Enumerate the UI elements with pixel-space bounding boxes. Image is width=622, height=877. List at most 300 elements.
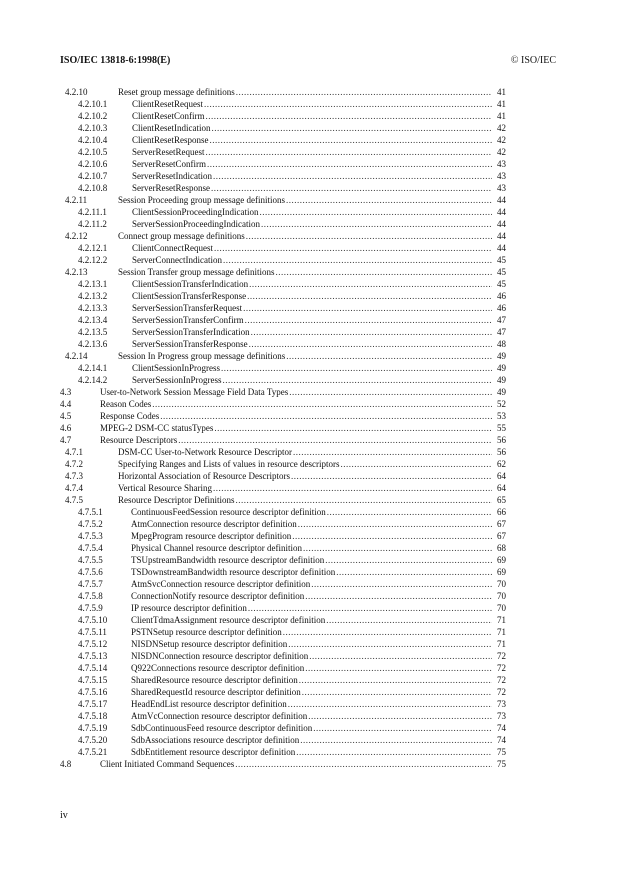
toc-entry-line	[100, 398, 506, 410]
toc-entry[interactable]	[60, 638, 506, 650]
toc-section-number: 4.7.5.20	[78, 735, 108, 745]
toc-section-title[interactable]: ClientResetConfirm	[132, 111, 205, 121]
toc-dot-leader	[206, 110, 493, 122]
toc-dot-leader	[311, 578, 492, 590]
toc-page-number[interactable]: 72	[497, 651, 506, 661]
toc-page-number[interactable]: 41	[497, 99, 506, 109]
toc-section-title[interactable]: ClientSessionTransferResponse	[132, 291, 247, 301]
toc-entry-line	[118, 266, 506, 278]
toc-entry[interactable]	[60, 710, 506, 722]
toc-section-title[interactable]: ClientResetIndication	[132, 123, 211, 133]
toc-entry-line	[100, 758, 506, 770]
toc-entry[interactable]	[60, 650, 506, 662]
toc-section-title[interactable]: ServerSessionTransferRequest	[132, 303, 243, 313]
toc-entry[interactable]	[60, 146, 506, 158]
toc-section-number: 4.7.5.19	[78, 723, 108, 733]
toc-section-number: 4.2.13.4	[78, 315, 108, 325]
toc-entry[interactable]	[60, 110, 506, 122]
toc-section-number: 4.3	[60, 387, 72, 397]
toc-dot-leader	[325, 554, 492, 566]
toc-page-number[interactable]: 44	[497, 231, 506, 241]
toc-section-number: 4.7	[60, 435, 72, 445]
toc-page-number[interactable]: 56	[497, 435, 506, 445]
toc-section-number: 4.2.11.2	[78, 219, 107, 229]
toc-entry[interactable]	[60, 602, 506, 614]
toc-entry-line	[132, 302, 506, 314]
toc-page-number[interactable]: 68	[497, 543, 506, 553]
toc-entry[interactable]	[60, 338, 506, 350]
toc-dot-leader	[286, 194, 492, 206]
toc-section-title[interactable]: HeadEndList resource descriptor definition	[131, 699, 287, 709]
toc-section-number: 4.2.10.3	[78, 123, 108, 133]
toc-page-number[interactable]: 52	[497, 399, 506, 409]
table-of-contents	[60, 86, 506, 770]
toc-page-number[interactable]: 49	[497, 375, 506, 385]
toc-page-number[interactable]: 41	[497, 111, 506, 121]
toc-entry[interactable]	[60, 722, 506, 734]
toc-section-number: 4.8	[60, 759, 72, 769]
toc-dot-leader	[298, 518, 492, 530]
toc-dot-leader	[259, 206, 492, 218]
toc-page-number[interactable]: 70	[497, 591, 506, 601]
toc-dot-leader	[223, 254, 492, 266]
toc-entry-line	[131, 542, 506, 554]
toc-section-title[interactable]: ClientTdmaAssignment resource descriptor definition	[131, 615, 326, 625]
toc-page-number[interactable]: 46	[497, 303, 506, 313]
toc-entry-line	[131, 686, 506, 698]
toc-dot-leader	[305, 662, 492, 674]
toc-section-title[interactable]: User-to-Network Session Message Field Data Types	[100, 387, 289, 397]
toc-entry[interactable]	[60, 86, 506, 98]
toc-section-number: 4.2.13	[65, 267, 88, 277]
toc-section-title[interactable]: ServerSessionInProgress	[132, 375, 222, 385]
toc-page-number[interactable]: 41	[497, 87, 506, 97]
toc-section-title[interactable]: SharedResource resource descriptor definition	[131, 675, 298, 685]
toc-section-number: 4.2.10.7	[78, 171, 108, 181]
toc-dot-leader	[152, 398, 492, 410]
toc-entry-line	[131, 530, 506, 542]
toc-entry-line	[132, 314, 506, 326]
toc-section-number: 4.2.10.4	[78, 135, 108, 145]
toc-dot-leader	[251, 326, 492, 338]
toc-entry-line	[132, 170, 506, 182]
toc-section-title[interactable]: AtmSvcConnection resource descriptor definition	[131, 579, 311, 589]
toc-entry[interactable]	[60, 158, 506, 170]
toc-section-number: 4.2.13.5	[78, 327, 108, 337]
toc-section-number: 4.7.4	[65, 483, 83, 493]
toc-entry[interactable]	[60, 278, 506, 290]
toc-entry-line	[118, 470, 506, 482]
toc-section-number: 4.2.13.3	[78, 303, 108, 313]
toc-page-number[interactable]: 43	[497, 183, 506, 193]
toc-dot-leader	[336, 566, 492, 578]
toc-page-number[interactable]: 42	[497, 147, 506, 157]
toc-section-number: 4.2.11	[65, 195, 88, 205]
toc-section-title[interactable]: ServerSessionTransferResponse	[132, 339, 248, 349]
toc-entry[interactable]	[60, 506, 506, 518]
toc-section-number: 4.7.5	[65, 495, 83, 505]
toc-entry[interactable]	[60, 758, 506, 770]
toc-section-title[interactable]: ContinuousFeedSession resource descriptor definition	[131, 507, 326, 517]
toc-entry[interactable]	[60, 734, 506, 746]
toc-entry-line	[100, 422, 506, 434]
toc-section-title[interactable]: Connect group message definitions	[118, 231, 245, 241]
toc-section-title[interactable]: Vertical Resource Sharing	[118, 483, 212, 493]
toc-section-title[interactable]: Specifying Ranges and Lists of values in resource descriptors	[118, 459, 340, 469]
toc-section-title[interactable]: Client Initiated Command Sequences	[100, 759, 235, 769]
toc-entry-line	[132, 242, 506, 254]
toc-section-title[interactable]: ServerResetConfirm	[132, 159, 206, 169]
toc-dot-leader	[296, 746, 492, 758]
toc-entry[interactable]	[60, 230, 506, 242]
toc-section-title[interactable]: SdbEntitlement resource descriptor definition	[131, 747, 296, 757]
toc-dot-leader	[249, 338, 492, 350]
toc-dot-leader	[288, 698, 492, 710]
toc-entry[interactable]	[60, 446, 506, 458]
toc-section-title[interactable]: SdbAssociations resource descriptor definition	[131, 735, 300, 745]
toc-section-title[interactable]: TSDownstreamBandwidth resource descriptor definition	[131, 567, 336, 577]
toc-section-title[interactable]: DSM-CC User-to-Network Resource Descriptor	[118, 447, 293, 457]
toc-section-number: 4.7.5.9	[78, 603, 103, 613]
toc-page-number[interactable]: 44	[497, 195, 506, 205]
toc-section-title[interactable]: ServerResetResponse	[132, 183, 210, 193]
toc-entry[interactable]	[60, 458, 506, 470]
toc-section-title[interactable]: Resource Descriptors	[100, 435, 178, 445]
toc-entry[interactable]	[60, 170, 506, 182]
toc-dot-leader	[223, 374, 493, 386]
toc-entry[interactable]	[60, 350, 506, 362]
toc-entry[interactable]	[60, 122, 506, 134]
toc-dot-leader	[178, 434, 492, 446]
toc-section-title[interactable]: AtmConnection resource descriptor definition	[131, 519, 297, 529]
toc-dot-leader	[292, 530, 492, 542]
toc-entry[interactable]	[60, 302, 506, 314]
toc-section-number: 4.7.5.1	[78, 507, 103, 517]
toc-entry[interactable]	[60, 422, 506, 434]
toc-entry-line	[132, 98, 506, 110]
toc-dot-leader	[249, 278, 492, 290]
toc-page-number[interactable]: 53	[497, 411, 506, 421]
toc-entry[interactable]	[60, 194, 506, 206]
toc-section-number: 4.7.5.10	[78, 615, 108, 625]
toc-entry-line	[118, 194, 506, 206]
toc-page-number[interactable]: 73	[497, 699, 506, 709]
toc-page-number[interactable]: 75	[497, 759, 506, 769]
toc-entry[interactable]	[60, 374, 506, 386]
toc-entry-line	[100, 386, 506, 398]
toc-page-number[interactable]: 42	[497, 123, 506, 133]
toc-page-number[interactable]: 49	[497, 363, 506, 373]
toc-entry[interactable]	[60, 626, 506, 638]
toc-section-title[interactable]: ServerConnectIndication	[132, 255, 222, 265]
toc-entry-line	[131, 710, 506, 722]
toc-dot-leader	[248, 602, 492, 614]
toc-section-number: 4.7.5.5	[78, 555, 103, 565]
toc-dot-leader	[160, 410, 492, 422]
toc-dot-leader	[340, 458, 492, 470]
toc-page-number[interactable]: 72	[497, 687, 506, 697]
toc-page-number[interactable]: 74	[497, 735, 506, 745]
toc-page-number[interactable]: 72	[497, 675, 506, 685]
toc-page-number[interactable]: 62	[497, 459, 506, 469]
copyright-notice: © ISO/IEC	[510, 55, 556, 66]
toc-entry[interactable]	[60, 218, 506, 230]
toc-entry-line	[132, 110, 506, 122]
toc-entry[interactable]	[60, 686, 506, 698]
toc-page-number[interactable]: 70	[497, 603, 506, 613]
toc-entry-line	[100, 434, 506, 446]
toc-dot-leader	[303, 542, 492, 554]
toc-dot-leader	[308, 710, 492, 722]
toc-section-title[interactable]: Session Transfer group message definitions	[118, 267, 275, 277]
toc-page-number[interactable]: 44	[497, 207, 506, 217]
toc-page-number[interactable]: 55	[497, 423, 506, 433]
toc-entry[interactable]	[60, 326, 506, 338]
toc-entry[interactable]	[60, 482, 506, 494]
toc-dot-leader	[236, 86, 492, 98]
toc-entry-line	[131, 590, 506, 602]
toc-section-title[interactable]: MPEG-2 DSM-CC statusTypes	[100, 423, 214, 433]
toc-entry-line	[131, 674, 506, 686]
toc-entry-line	[132, 338, 506, 350]
toc-section-number: 4.2.10.1	[78, 99, 108, 109]
toc-entry[interactable]	[60, 614, 506, 626]
toc-page-number[interactable]: 71	[497, 627, 506, 637]
toc-entry-line	[131, 650, 506, 662]
toc-dot-leader	[204, 98, 492, 110]
toc-section-title[interactable]: Session In Progress group message definitions	[118, 351, 286, 361]
toc-entry[interactable]	[60, 566, 506, 578]
toc-page-number[interactable]: 71	[497, 639, 506, 649]
toc-dot-leader	[300, 734, 492, 746]
toc-entry[interactable]	[60, 578, 506, 590]
toc-section-title[interactable]: Reset group message definitions	[118, 87, 235, 97]
toc-entry[interactable]	[60, 98, 506, 110]
toc-page-number[interactable]: 64	[497, 471, 506, 481]
toc-entry[interactable]	[60, 386, 506, 398]
toc-entry-line	[118, 86, 506, 98]
toc-section-title[interactable]: ServerResetIndication	[132, 171, 212, 181]
toc-entry[interactable]	[60, 266, 506, 278]
toc-page-number[interactable]: 71	[497, 615, 506, 625]
toc-page-number[interactable]: 69	[497, 567, 506, 577]
toc-entry[interactable]	[60, 362, 506, 374]
toc-dot-leader	[214, 422, 492, 434]
toc-entry-line	[118, 230, 506, 242]
toc-section-number: 4.7.5.15	[78, 675, 108, 685]
toc-entry-line	[131, 566, 506, 578]
toc-section-title[interactable]: ServerSessionTransferConfirm	[132, 315, 244, 325]
toc-entry[interactable]	[60, 254, 506, 266]
toc-page-number[interactable]: 56	[497, 447, 506, 457]
toc-page-number[interactable]: 65	[497, 495, 506, 505]
toc-section-title[interactable]: ServerSessionProceedingIndication	[132, 219, 260, 229]
toc-entry[interactable]	[60, 746, 506, 758]
toc-entry-line	[131, 518, 506, 530]
toc-entry[interactable]	[60, 518, 506, 530]
toc-section-number: 4.7.2	[65, 459, 83, 469]
toc-section-number: 4.2.14.2	[78, 375, 108, 385]
toc-entry[interactable]	[60, 662, 506, 674]
toc-entry-line	[100, 410, 506, 422]
toc-dot-leader	[261, 218, 492, 230]
toc-dot-leader	[235, 494, 492, 506]
toc-page-number[interactable]: 43	[497, 159, 506, 169]
toc-section-title[interactable]: IP resource descriptor definition	[131, 603, 247, 613]
toc-entry[interactable]	[60, 698, 506, 710]
toc-section-title[interactable]: ServerSessionTransferIndication	[132, 327, 250, 337]
toc-entry-line	[132, 158, 506, 170]
toc-page-number[interactable]: 49	[497, 351, 506, 361]
toc-section-number: 4.2.10.8	[78, 183, 108, 193]
toc-page-number[interactable]: 43	[497, 171, 506, 181]
toc-entry-line	[132, 290, 506, 302]
toc-page-number[interactable]: 44	[497, 243, 506, 253]
toc-entry[interactable]	[60, 470, 506, 482]
toc-section-number: 4.2.12	[65, 231, 88, 241]
toc-section-number: 4.7.5.4	[78, 543, 103, 553]
toc-page-number[interactable]: 42	[497, 135, 506, 145]
toc-section-number: 4.7.3	[65, 471, 83, 481]
toc-entry[interactable]	[60, 134, 506, 146]
toc-section-title[interactable]: ServerResetRequest	[132, 147, 205, 157]
toc-page-number[interactable]: 67	[497, 519, 506, 529]
toc-entry[interactable]	[60, 314, 506, 326]
toc-dot-leader	[299, 674, 492, 686]
toc-section-title[interactable]: TSUpstreamBandwidth resource descriptor definition	[131, 555, 325, 565]
toc-page-number[interactable]: 44	[497, 219, 506, 229]
toc-section-title[interactable]: Session Proceeding group message definitions	[118, 195, 285, 205]
toc-page-number[interactable]: 49	[497, 387, 506, 397]
toc-entry-line	[118, 350, 506, 362]
toc-entry[interactable]	[60, 530, 506, 542]
toc-entry-line	[132, 278, 506, 290]
toc-section-title[interactable]: ConnectionNotify resource descriptor definition	[131, 591, 305, 601]
toc-entry-line	[132, 146, 506, 158]
toc-section-title[interactable]: MpegProgram resource descriptor definition	[131, 531, 292, 541]
toc-section-title[interactable]: Physical Channel resource descriptor definition	[131, 543, 302, 553]
toc-section-title[interactable]: PSTNSetup resource descriptor definition	[131, 627, 282, 637]
toc-section-number: 4.2.13.6	[78, 339, 108, 349]
toc-page-number[interactable]: 46	[497, 291, 506, 301]
toc-page-number[interactable]: 47	[497, 315, 506, 325]
toc-entry[interactable]	[60, 434, 506, 446]
toc-entry-line	[118, 446, 506, 458]
toc-entry[interactable]	[60, 398, 506, 410]
toc-dot-leader	[247, 290, 492, 302]
toc-page-number[interactable]: 45	[497, 267, 506, 277]
toc-dot-leader	[283, 626, 492, 638]
toc-entry-line	[131, 722, 506, 734]
toc-entry-line	[118, 458, 506, 470]
toc-section-title[interactable]: Response Codes	[100, 411, 160, 421]
toc-dot-leader	[211, 122, 492, 134]
toc-entry-line	[131, 698, 506, 710]
toc-section-title[interactable]: Horizontal Association of Resource Descriptors	[118, 471, 290, 481]
toc-entry-line	[131, 638, 506, 650]
toc-entry[interactable]	[60, 290, 506, 302]
toc-page-number[interactable]: 45	[497, 255, 506, 265]
toc-section-number: 4.4	[60, 399, 72, 409]
toc-entry[interactable]	[60, 674, 506, 686]
toc-entry-line	[132, 182, 506, 194]
toc-entry-line	[132, 122, 506, 134]
toc-section-number: 4.7.5.8	[78, 591, 103, 601]
toc-entry[interactable]	[60, 182, 506, 194]
toc-entry[interactable]	[60, 542, 506, 554]
document-id: ISO/IEC 13818-6:1998(E)	[60, 55, 171, 66]
toc-section-title[interactable]: NISDNConnection resource descriptor definition	[131, 651, 309, 661]
toc-section-title[interactable]: Reason Codes	[100, 399, 152, 409]
toc-section-title[interactable]: ClientSessionProceedingIndication	[132, 207, 259, 217]
toc-section-number: 4.7.5.3	[78, 531, 103, 541]
toc-entry-line	[132, 326, 506, 338]
toc-page-number[interactable]: 47	[497, 327, 506, 337]
toc-page-number[interactable]: 74	[497, 723, 506, 733]
toc-section-title[interactable]: Resource Descriptor Definitions	[118, 495, 235, 505]
toc-section-title[interactable]: SharedRequestId resource descriptor definition	[131, 687, 301, 697]
toc-entry[interactable]	[60, 494, 506, 506]
toc-section-title[interactable]: NISDNSetup resource descriptor definition	[131, 639, 288, 649]
toc-section-title[interactable]: AtmVcConnection resource descriptor definition	[131, 711, 308, 721]
toc-entry[interactable]	[60, 242, 506, 254]
toc-section-title[interactable]: ClientResetResponse	[132, 135, 209, 145]
toc-dot-leader	[243, 302, 492, 314]
toc-section-number: 4.2.10.5	[78, 147, 108, 157]
toc-entry-line	[132, 218, 506, 230]
toc-section-number: 4.2.13.1	[78, 279, 108, 289]
toc-section-number: 4.2.13.2	[78, 291, 108, 301]
toc-section-number: 4.7.5.6	[78, 567, 103, 577]
toc-page-number[interactable]: 48	[497, 339, 506, 349]
toc-entry[interactable]	[60, 410, 506, 422]
toc-entry-line	[132, 374, 506, 386]
toc-dot-leader	[245, 314, 492, 326]
toc-page-number[interactable]: 67	[497, 531, 506, 541]
toc-entry[interactable]	[60, 206, 506, 218]
toc-page-number[interactable]: 72	[497, 663, 506, 673]
toc-entry[interactable]	[60, 590, 506, 602]
toc-section-number: 4.7.5.2	[78, 519, 103, 529]
toc-dot-leader	[309, 650, 492, 662]
toc-dot-leader	[289, 386, 492, 398]
toc-section-title[interactable]: Q922Connections resource descriptor definition	[131, 663, 305, 673]
toc-dot-leader	[326, 614, 492, 626]
toc-entry-line	[132, 134, 506, 146]
toc-section-title[interactable]: ClientResetRequest	[132, 99, 203, 109]
toc-entry-line	[131, 614, 506, 626]
toc-page-number[interactable]: 64	[497, 483, 506, 493]
toc-dot-leader	[286, 350, 492, 362]
toc-section-number: 4.2.10.6	[78, 159, 108, 169]
toc-section-title[interactable]: ClientConnectRequest	[132, 243, 213, 253]
toc-page-number[interactable]: 45	[497, 279, 506, 289]
toc-section-number: 4.7.5.11	[78, 627, 107, 637]
toc-dot-leader	[221, 362, 492, 374]
toc-page-number[interactable]: 70	[497, 579, 506, 589]
toc-page-number[interactable]: 75	[497, 747, 506, 757]
toc-section-title[interactable]: ClientSessionTransferIndication	[132, 279, 249, 289]
toc-dot-leader	[211, 182, 492, 194]
toc-section-title[interactable]: SdbContinuousFeed resource descriptor definition	[131, 723, 313, 733]
toc-entry[interactable]	[60, 554, 506, 566]
toc-dot-leader	[276, 266, 493, 278]
page-number: iv	[60, 810, 68, 821]
toc-page-number[interactable]: 66	[497, 507, 506, 517]
toc-page-number[interactable]: 69	[497, 555, 506, 565]
toc-section-title[interactable]: ClientSessionInProgress	[132, 363, 221, 373]
toc-page-number[interactable]: 73	[497, 711, 506, 721]
